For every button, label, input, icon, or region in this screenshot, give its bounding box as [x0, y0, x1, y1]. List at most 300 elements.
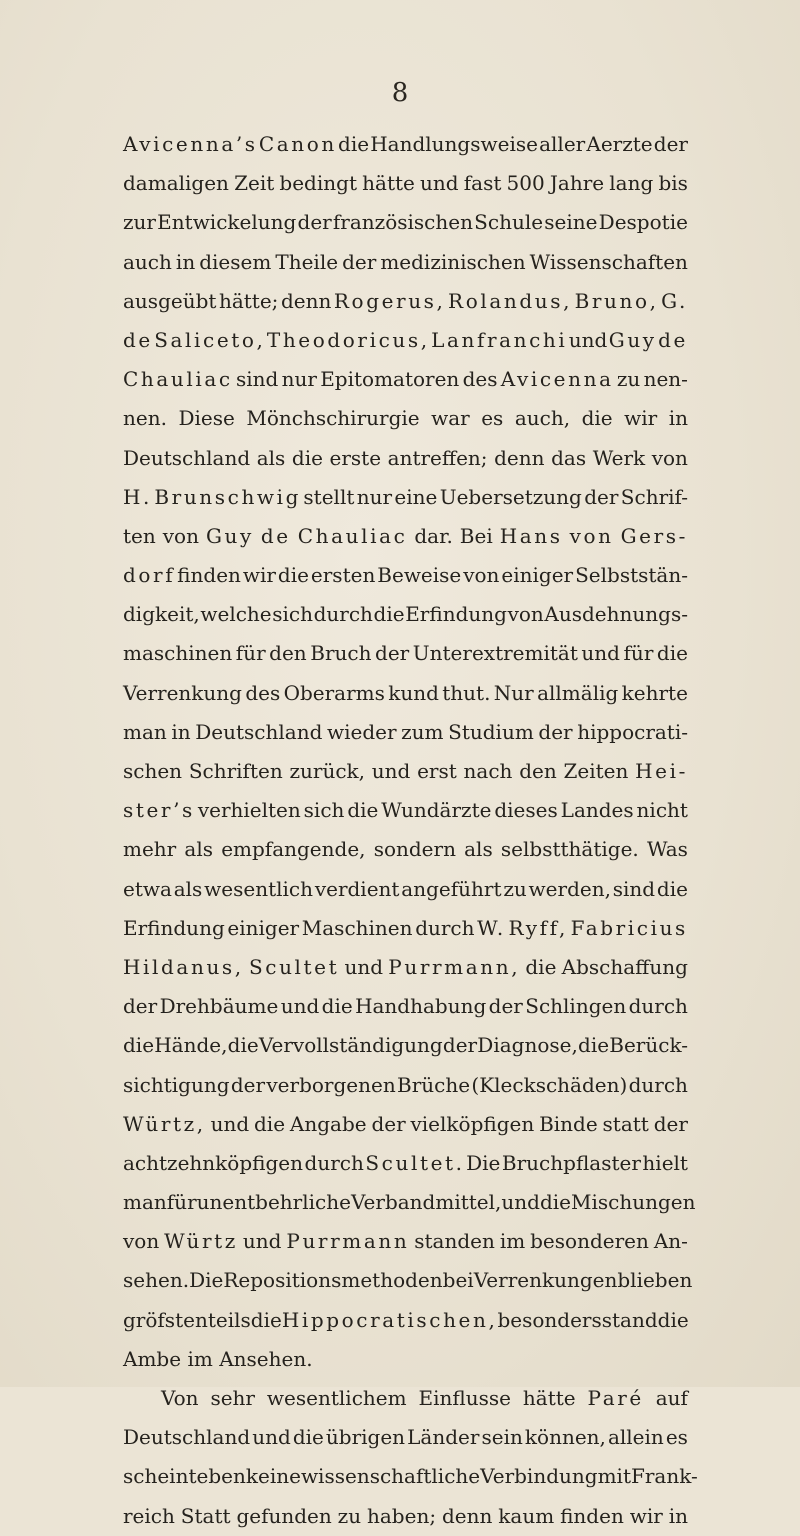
word: es [481, 406, 504, 431]
word: sehen. [123, 1268, 190, 1293]
word: der [442, 1033, 478, 1058]
word: Schriften [188, 759, 283, 783]
text-line [123, 1301, 688, 1340]
word: der [584, 484, 619, 509]
word: durch [628, 994, 688, 1019]
word: lang [609, 171, 654, 196]
word: aller [539, 132, 586, 156]
word: Bruchpflaster [501, 1150, 641, 1175]
word: Drehbäume [159, 994, 279, 1019]
word: gröfstenteils [123, 1307, 251, 1332]
word: und [242, 1229, 282, 1254]
text-line [123, 1379, 688, 1418]
word: denn [494, 445, 545, 470]
word: allein [607, 1425, 664, 1450]
emphasized-word: Gers- [620, 523, 688, 548]
word: hätte [362, 171, 415, 196]
word: Erfindung [123, 915, 225, 940]
word: dar. [414, 523, 453, 548]
word: Repositionsmethoden [223, 1268, 443, 1293]
word: Handhabung [355, 994, 487, 1019]
word: man [123, 719, 167, 744]
word: Verbindung [480, 1464, 598, 1489]
emphasized-word: Rogerus, [333, 288, 446, 313]
emphasized-word: de [123, 327, 153, 352]
emphasized-word: ster’s [123, 798, 195, 823]
word: nen- [643, 367, 688, 392]
word: übrigen [325, 1425, 406, 1450]
text-line [123, 243, 688, 282]
word: die [291, 445, 323, 470]
emphasized-word: Würtz [164, 1229, 238, 1254]
word: Brüche [397, 1072, 471, 1097]
word: es [665, 1425, 688, 1450]
word: der [488, 994, 523, 1019]
word: bedingt [279, 171, 357, 196]
word: Werk [592, 445, 646, 470]
text-line [123, 1026, 688, 1065]
word: Angabe [289, 1111, 367, 1136]
text-line [123, 713, 688, 752]
word: und [371, 759, 411, 783]
word: Von [161, 1386, 199, 1410]
word: als [464, 837, 493, 862]
word: und [252, 1425, 291, 1450]
word: für [235, 641, 266, 666]
word: Schule [474, 210, 544, 235]
word: und [501, 1190, 540, 1215]
word: sich [303, 798, 345, 823]
word: der [230, 1072, 266, 1097]
text-line [123, 1066, 688, 1105]
word: bis [658, 171, 688, 196]
word: im [187, 1346, 213, 1371]
word: der [538, 719, 573, 744]
emphasized-word: Paré [587, 1386, 644, 1410]
word: (Kleckschäden) [471, 1072, 628, 1097]
word: ten [123, 523, 156, 548]
word: blieben [617, 1268, 693, 1293]
word: durch [415, 915, 475, 940]
emphasized-word: Scultet. [365, 1150, 465, 1175]
word: erst [417, 759, 457, 783]
word: den [519, 759, 557, 783]
word: haben; [367, 1503, 437, 1528]
word: sich [272, 602, 313, 627]
word: der [375, 641, 410, 666]
text-line [123, 399, 688, 438]
word: ersten [310, 563, 376, 588]
word: für [166, 1190, 197, 1215]
word: reich [123, 1503, 175, 1528]
word: die [338, 132, 370, 156]
emphasized-word: Canon [258, 132, 337, 156]
word: fast [463, 171, 502, 196]
emphasized-word: Bruno, [574, 288, 659, 313]
word: Zeit [234, 171, 275, 196]
word: und [210, 1111, 250, 1136]
word: denn [441, 1503, 493, 1528]
word: zu [616, 367, 641, 392]
word: Schlingen [525, 994, 627, 1019]
word: Abschaffung [561, 954, 688, 979]
text-line [123, 595, 688, 634]
text-line [123, 752, 688, 791]
page-number: 8 [391, 78, 409, 108]
word: Landes [560, 798, 634, 823]
emphasized-word: G. [661, 288, 688, 313]
text-line [123, 1418, 688, 1457]
word: als [173, 876, 203, 901]
word: Frank- [630, 1464, 698, 1489]
word: finden [560, 1503, 624, 1528]
word: seine [544, 210, 598, 235]
word: das [551, 445, 587, 470]
word: hielt [642, 1150, 688, 1175]
word: 500 [506, 171, 545, 196]
word: Diese [178, 406, 235, 431]
word: keine [245, 1464, 301, 1489]
word: allmälig [537, 680, 619, 705]
emphasized-word: Avicenna’s [123, 132, 258, 156]
word: antreffen; [387, 445, 488, 470]
word: der [653, 1111, 688, 1136]
word: einiger [501, 563, 574, 588]
word: hätte; [218, 288, 279, 313]
word: verdient [314, 876, 400, 901]
text-line [123, 1340, 688, 1379]
word: schen [123, 759, 183, 783]
text-line [123, 1144, 688, 1183]
emphasized-word: Hildanus, [123, 954, 244, 979]
word: Ambe [123, 1346, 182, 1371]
word: die [657, 1307, 689, 1332]
text-line [123, 164, 688, 203]
word: damaligen [123, 171, 229, 196]
text-line [123, 1105, 688, 1144]
word: werden, [528, 876, 611, 901]
word: stellt [303, 484, 355, 509]
word: Die [466, 1150, 501, 1175]
word: der [297, 210, 332, 235]
word: zurück, [289, 759, 366, 783]
word: die [656, 641, 688, 666]
word: die [578, 1033, 610, 1058]
word: und [581, 641, 620, 666]
text-line [123, 674, 688, 713]
word: wissenschaftliche [300, 1464, 481, 1489]
word: Bei [459, 523, 493, 548]
word: achtzehnköpfigen [123, 1150, 303, 1175]
word: sichtigung [123, 1072, 230, 1097]
word: zur [123, 210, 156, 235]
word: und [568, 327, 608, 352]
word: kund [388, 680, 439, 705]
word: sehr [210, 1386, 255, 1410]
text-line [123, 1497, 688, 1536]
text-line [123, 439, 688, 478]
emphasized-word: Theodoricus, [266, 327, 430, 352]
word: von [162, 523, 199, 548]
word: Länder [407, 1425, 480, 1450]
word: Hände, [154, 1033, 228, 1058]
word: des [462, 367, 498, 392]
word: statt [602, 1111, 649, 1136]
word: die [292, 1425, 324, 1450]
word: Epitomatoren [320, 367, 460, 392]
word: Entwickelung [157, 210, 297, 235]
word: Verrenkung [123, 680, 242, 705]
word: sein [481, 1425, 523, 1450]
word: dieses [494, 798, 558, 823]
word: gefunden [236, 1503, 332, 1528]
word: maschinen [123, 641, 233, 666]
emphasized-word: Guy [608, 327, 657, 352]
word: sondern [373, 837, 456, 862]
word: Ausdehnungs- [544, 602, 688, 627]
word: Verrenkungen [473, 1268, 618, 1293]
word: Uebersetzung [439, 484, 582, 509]
emphasized-word: W. [477, 915, 506, 940]
word: Was [646, 837, 688, 862]
word: Beweise [377, 563, 462, 588]
word: der [342, 249, 377, 274]
text-line [123, 791, 688, 830]
word: der [371, 1111, 406, 1136]
word: bei [442, 1268, 474, 1293]
emphasized-word: Brunschwig [154, 484, 302, 509]
word: empfangende, [221, 837, 366, 862]
text-line [123, 909, 688, 948]
emphasized-word: Saliceto, [154, 327, 266, 352]
text-line [123, 556, 688, 595]
word: die [347, 798, 379, 823]
word: Schrif- [620, 484, 688, 509]
text-line [123, 1183, 696, 1222]
word: Theile [275, 249, 339, 274]
word: welche [200, 602, 272, 627]
word: und [420, 171, 459, 196]
word: Unterextremität [412, 641, 578, 666]
word: durch [313, 602, 373, 627]
emphasized-word: Avicenna [500, 367, 614, 392]
word: die [227, 1033, 259, 1058]
emphasized-word: Chauliac [297, 523, 408, 548]
word: des [245, 680, 281, 705]
word: Deutschland [123, 445, 251, 470]
word: denn [280, 288, 332, 313]
word: die [250, 1307, 282, 1332]
text-line [123, 517, 688, 556]
word: zu [503, 876, 527, 901]
word: im [499, 1229, 526, 1254]
word: Verbandmittel, [350, 1190, 502, 1215]
word: kehrte [621, 680, 688, 705]
emphasized-word: Hei- [635, 759, 688, 783]
word: die [123, 1033, 155, 1058]
word: kaum [498, 1503, 555, 1528]
word: finden [177, 563, 241, 588]
word: sind [235, 367, 279, 392]
emphasized-word: von [569, 523, 614, 548]
word: nur [356, 484, 393, 509]
emphasized-word: Ryff, [508, 915, 568, 940]
word: Diagnose, [477, 1033, 578, 1058]
body-text [123, 125, 698, 1536]
word: sind [612, 876, 656, 901]
text-line [123, 987, 688, 1026]
word: Wissenschaften [529, 249, 688, 274]
word: die [321, 994, 353, 1019]
word: für [623, 641, 654, 666]
emphasized-word: Hippocratischen, [281, 1307, 498, 1332]
word: in [668, 406, 688, 431]
word: auch, [514, 406, 571, 431]
text-line [123, 948, 688, 987]
word: An- [653, 1229, 688, 1254]
word: man [123, 1190, 167, 1215]
word: Mönchschirurgie [246, 406, 420, 431]
word: etwa [123, 876, 172, 901]
word: die [254, 1111, 286, 1136]
word: Nur [493, 680, 534, 705]
word: können, [524, 1425, 606, 1450]
word: vielköpfigen [410, 1111, 535, 1136]
word: in [171, 719, 191, 744]
word: Binde [539, 1111, 598, 1136]
word: wir [624, 406, 658, 431]
word: Vervollständigung [258, 1033, 443, 1058]
word: wesentlich [204, 876, 313, 901]
word: Oberarms [283, 680, 385, 705]
word: und [280, 994, 320, 1019]
word: Aerzte [586, 132, 653, 156]
emphasized-word: Rolandus, [448, 288, 573, 313]
emphasized-word: dorf [123, 563, 176, 588]
emphasized-word: Chauliac [123, 367, 233, 392]
text-line [123, 634, 688, 673]
word: medizinischen [380, 249, 526, 274]
word: standen [414, 1229, 495, 1254]
word: wir [242, 563, 276, 588]
text-line [123, 870, 688, 909]
word: von [463, 563, 500, 588]
word: war [431, 406, 470, 431]
word: durch [304, 1150, 364, 1175]
word: Die [189, 1268, 224, 1293]
word: Deutschland [195, 719, 323, 744]
word: besonderen [530, 1229, 649, 1254]
word: ausgeübt [123, 288, 217, 313]
text-line [123, 478, 688, 517]
word: verborgenen [266, 1072, 396, 1097]
word: die [656, 876, 688, 901]
text-line [123, 360, 688, 399]
word: Handlungsweise [370, 132, 538, 156]
word: eine [394, 484, 438, 509]
emphasized-word: de [658, 327, 688, 352]
text-line [123, 282, 688, 321]
word: in [175, 249, 196, 274]
word: nen. [123, 406, 167, 431]
word: Mischungen [571, 1190, 696, 1215]
word: hippocrati- [577, 719, 688, 744]
word: Jahre [549, 171, 605, 196]
word: Wundärzte [381, 798, 492, 823]
text-line [123, 125, 688, 164]
word: Zeiten [563, 759, 629, 783]
word: den [269, 641, 307, 666]
word: thut. [442, 680, 491, 705]
word: nach [463, 759, 513, 783]
word: scheint [123, 1464, 197, 1489]
word: Deutschland [123, 1425, 251, 1450]
word: von [123, 1229, 160, 1254]
word: von [651, 445, 688, 470]
word: die [525, 954, 557, 979]
word: wesentlichem [266, 1386, 407, 1410]
word: besonders [497, 1307, 602, 1332]
word: selbstthätige. [500, 837, 639, 862]
emphasized-word: Hans [499, 523, 563, 548]
word: eben [196, 1464, 246, 1489]
word: die [277, 563, 309, 588]
word: Maschinen [301, 915, 413, 940]
word: von [507, 602, 544, 627]
word: Selbststän- [575, 563, 688, 588]
word: wir [629, 1503, 663, 1528]
word: nur [281, 367, 317, 392]
word: verhielten [197, 798, 301, 823]
word: wieder [326, 719, 397, 744]
word: als [256, 445, 286, 470]
text-line [123, 1261, 693, 1300]
word: auf [655, 1386, 688, 1410]
word: hätte [522, 1386, 576, 1410]
emphasized-word: de [260, 523, 291, 548]
word: die [581, 406, 613, 431]
word: digkeit, [123, 602, 200, 627]
emphasized-word: Purrmann [286, 1229, 410, 1254]
word: Bruch [310, 641, 372, 666]
emphasized-word: Fabricius [570, 915, 688, 940]
word: einiger [227, 915, 300, 940]
word: Erfindung [405, 602, 507, 627]
word: die [373, 602, 405, 627]
text-line [123, 203, 688, 242]
emphasized-word: Scultet [248, 954, 340, 979]
text-line [123, 1222, 688, 1261]
emphasized-word: H. [123, 484, 152, 509]
word: der [653, 132, 688, 156]
word: der [123, 994, 158, 1019]
word: Statt [180, 1503, 231, 1528]
word: die [539, 1190, 572, 1215]
word: durch [628, 1072, 688, 1097]
emphasized-word: Würtz, [123, 1111, 206, 1136]
word: zu [337, 1503, 362, 1528]
text-line [123, 830, 688, 869]
word: Ansehen. [219, 1346, 313, 1371]
text-line [123, 321, 688, 360]
word: französischen [332, 210, 473, 235]
word: stand [601, 1307, 658, 1332]
word: angeführt [401, 876, 502, 901]
word: in [668, 1503, 688, 1528]
word: Berück- [609, 1033, 688, 1058]
word: Studium [448, 719, 534, 744]
emphasized-word: Guy [205, 523, 254, 548]
